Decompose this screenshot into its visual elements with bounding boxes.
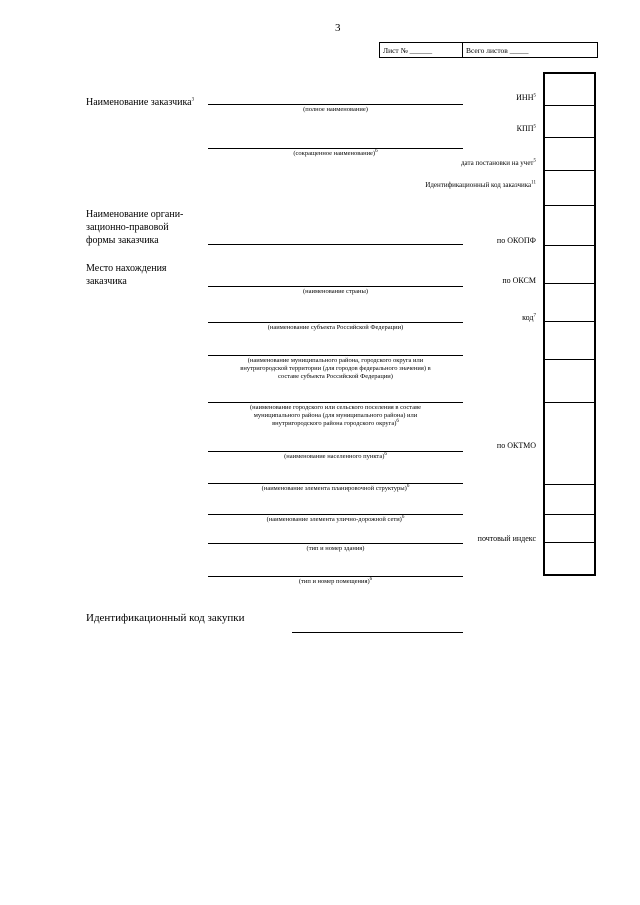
header-divider [462, 43, 463, 57]
postal-index-label: почтовый индекс [477, 534, 536, 543]
short-name-caption: (сокращенное наименование)$^6$ [293, 148, 378, 157]
legal-form-line[interactable] [208, 244, 463, 245]
locality-line[interactable] [208, 451, 463, 452]
customer-name-label: Наименование заказчика$^3$ [86, 97, 195, 108]
page-number: 3 [335, 22, 341, 34]
building-caption: (тип и номер здания) [306, 545, 365, 552]
registration-date-label: дата постановки на учет$^5$ [460, 158, 536, 167]
building-line[interactable] [208, 543, 463, 544]
sheet-header-box [379, 42, 598, 58]
full-name-line[interactable] [208, 104, 463, 105]
planning-caption: (наименование элемента планировочной структуры)$^6$ [261, 483, 410, 492]
street-line[interactable] [208, 514, 463, 515]
procurement-id-line[interactable] [292, 632, 463, 633]
sheet-no-field[interactable] [383, 46, 432, 55]
oksm-label: по ОКСМ [502, 276, 536, 285]
room-caption: (тип и номер помещения)$^6$ [298, 576, 373, 585]
subject-line[interactable] [208, 322, 463, 323]
customer-id-code-label: Идентификационный код заказчика$^{11}$ [425, 180, 536, 189]
country-line[interactable] [208, 286, 463, 287]
okopf-label: по ОКОПФ [496, 236, 536, 245]
sheet-no-value: ______ [409, 46, 433, 55]
planning-line[interactable] [208, 483, 463, 484]
locality-caption: (наименование населенного пункта)$^6$ [284, 451, 387, 460]
code-label: код$^7$ [522, 313, 536, 322]
country-caption: (наименование страны) [302, 288, 369, 295]
sheet-no-label: Лист № [383, 46, 408, 55]
short-name-line[interactable] [208, 148, 463, 149]
municipal-line[interactable] [208, 355, 463, 356]
procurement-id-label: Идентификационный код закупки [86, 612, 245, 624]
oktmo-label: по ОКТМО [496, 441, 536, 450]
settlement-line[interactable] [208, 402, 463, 403]
codes-column [543, 72, 596, 576]
total-sheets-label: Всего листов [466, 46, 508, 55]
settlement-caption: (наименование городского или сельского поселения в составе муниципального района (для муниципального района) или внутригородского района городского округа)$^6$ [249, 404, 422, 427]
legal-form-label: Наименование органи- зационно-правовой формы заказчика [86, 209, 184, 246]
room-line[interactable] [208, 576, 463, 577]
full-name-caption: (полное наименование) [303, 106, 368, 113]
kpp-label: КПП$^5$ [516, 124, 536, 133]
total-sheets-value: _____ [509, 46, 529, 55]
subject-caption: (наименование субъекта Российской Федерации) [267, 324, 404, 331]
location-label: Место нахождения заказчика [86, 263, 167, 287]
inn-label: ИНН$^5$ [516, 93, 536, 102]
street-caption: (наименование элемента улично-дорожной сети)$^6$ [266, 514, 405, 523]
total-sheets-field[interactable] [466, 46, 528, 55]
municipal-caption: (наименование муниципального района, городского округа или внутригородской территории (для городов федерального значения) в составе субъекта Российской Федерации) [240, 357, 431, 380]
